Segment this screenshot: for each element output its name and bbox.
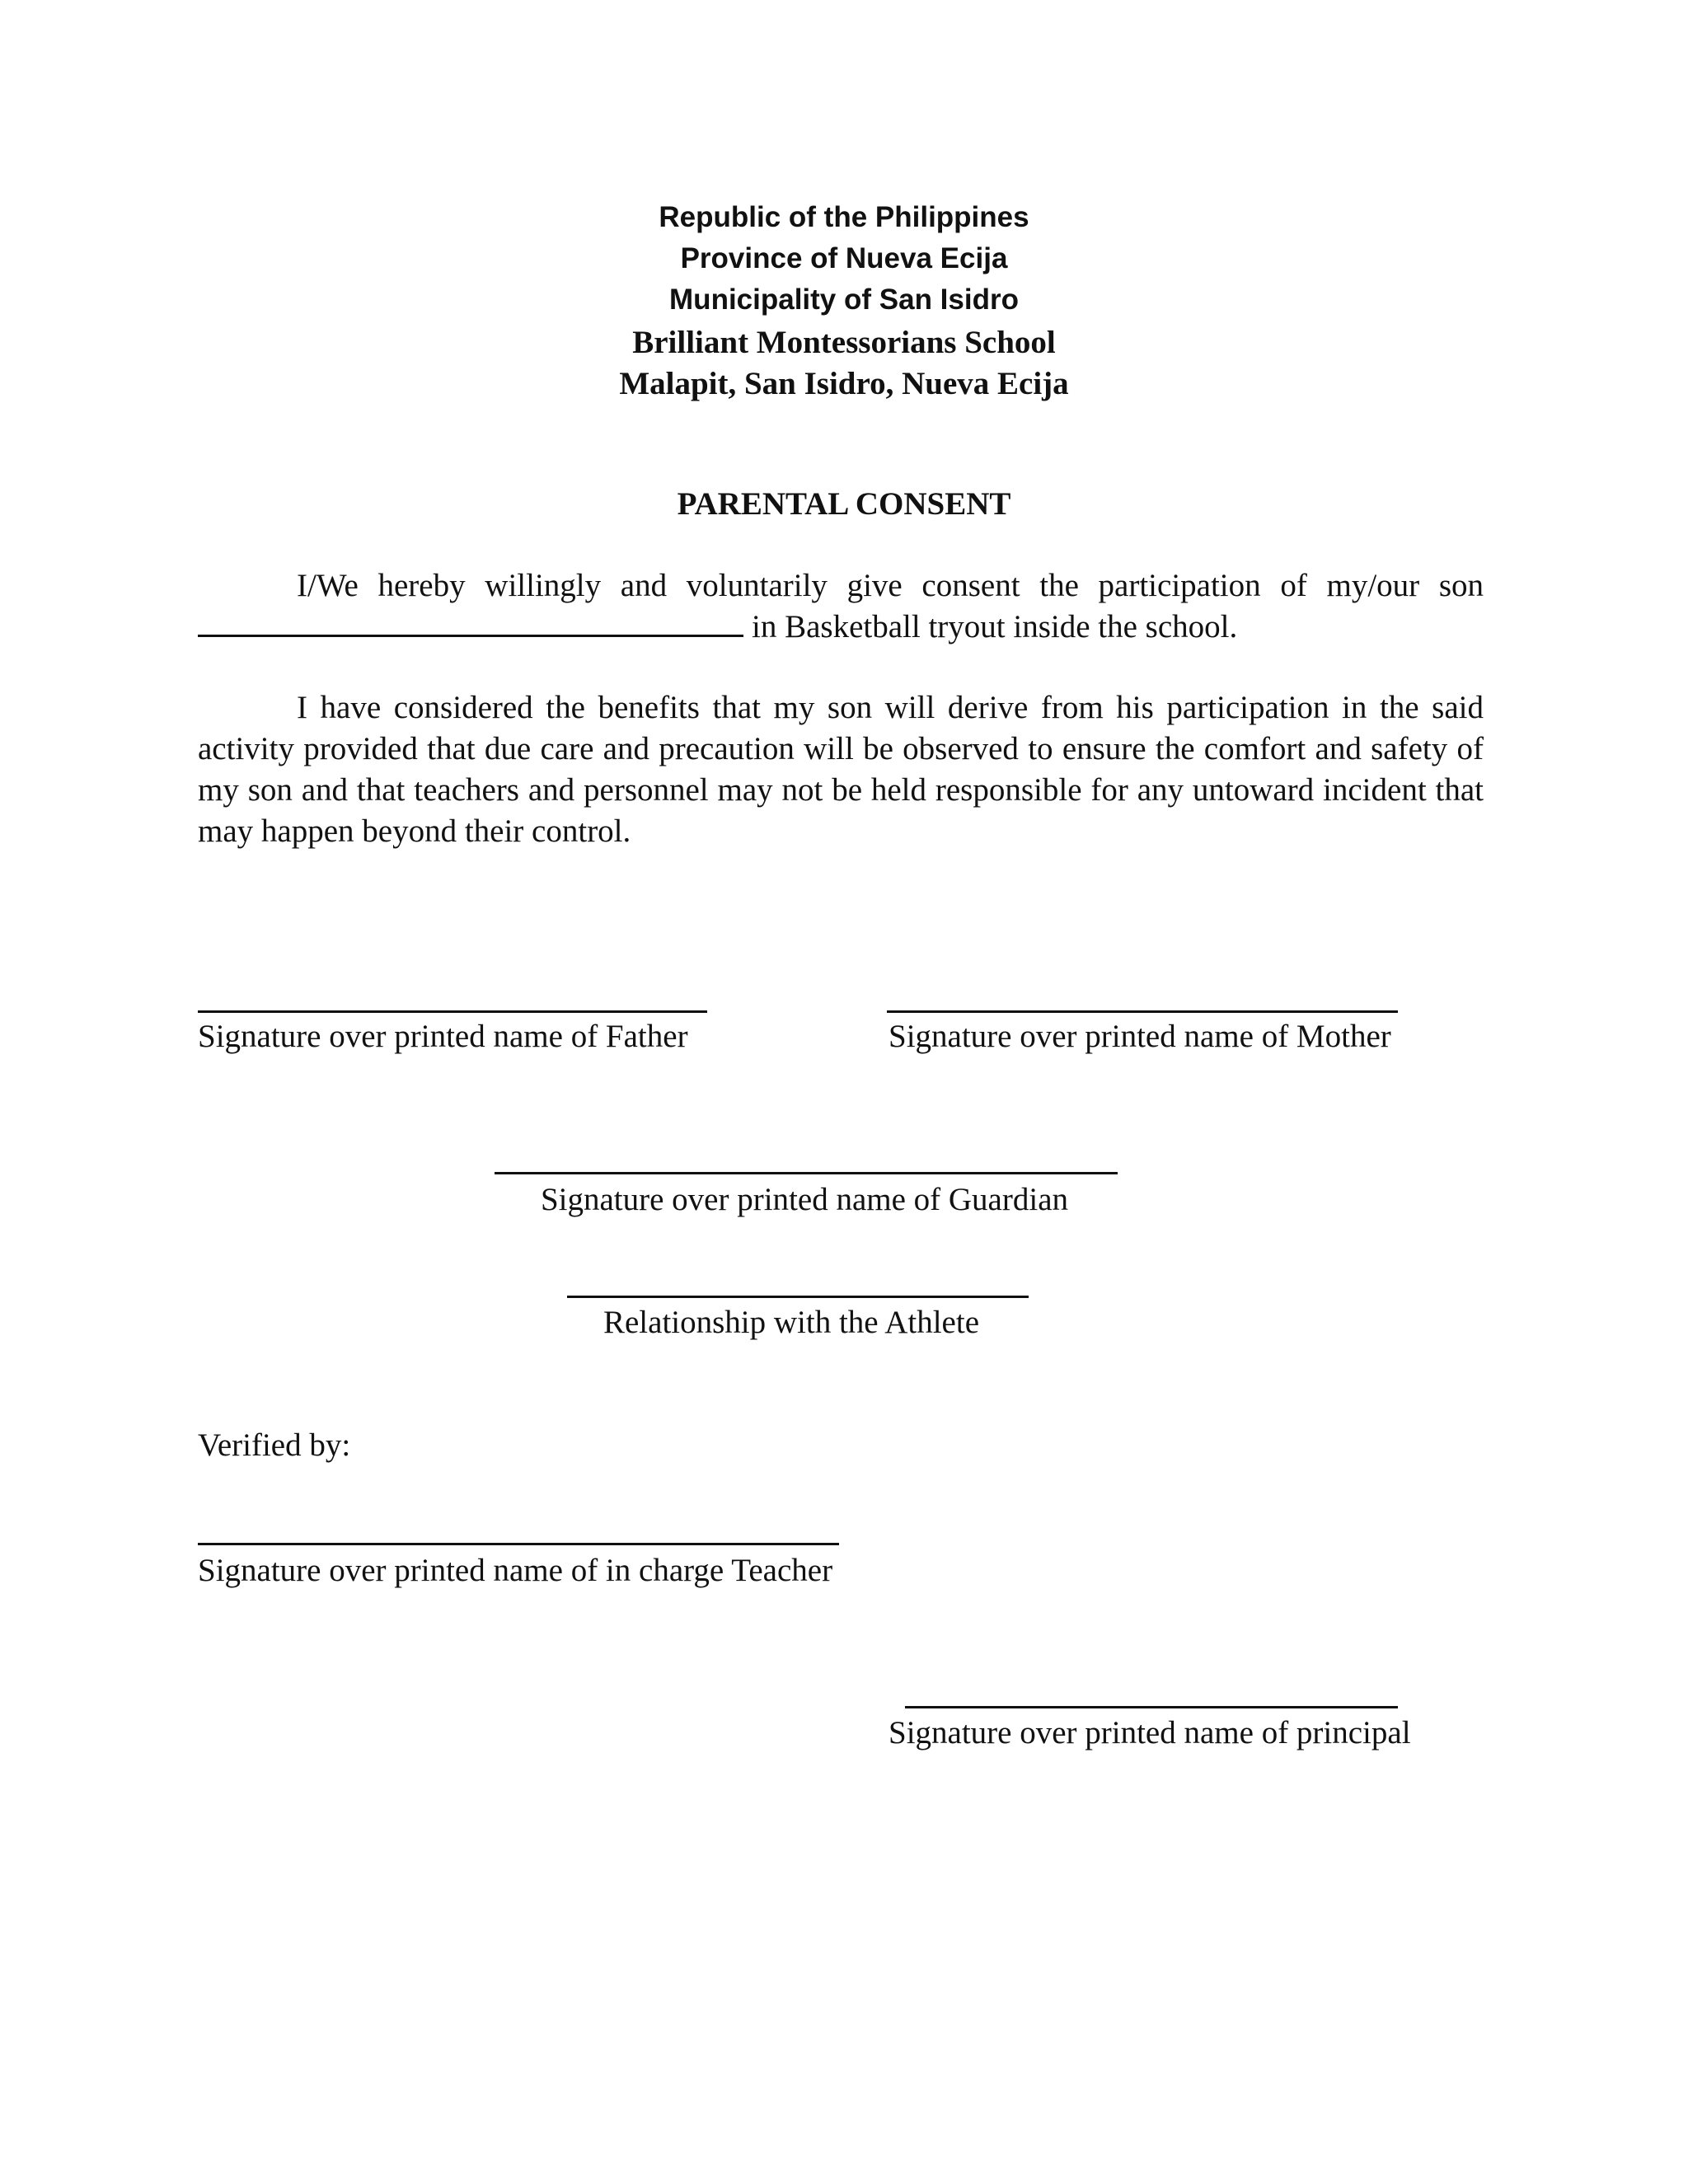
guardian-signature-line[interactable] bbox=[495, 1172, 1118, 1174]
document-title: PARENTAL CONSENT bbox=[677, 486, 1011, 522]
header-school-name: Brilliant Montessorians School bbox=[632, 325, 1056, 360]
consent-tail-text: in Basketball tryout inside the school. bbox=[752, 609, 1238, 644]
benefits-paragraph bbox=[198, 687, 1484, 852]
father-signature-label: Signature over printed name of Father bbox=[198, 1019, 688, 1054]
teacher-signature-line[interactable] bbox=[198, 1543, 839, 1545]
header-province: Province of Nueva Ecija bbox=[680, 242, 1008, 274]
teacher-signature-label: Signature over printed name of in charge Teacher bbox=[198, 1553, 833, 1588]
principal-signature-line[interactable] bbox=[905, 1706, 1398, 1708]
benefits-text: I have considered the benefits that my son will derive from his participation in the said activity provided that due care and precaution will be observed to ensure the comfort and safety of my son and that teachers and personnel may not be held responsible for any untoward incident that may happen beyond their control. bbox=[198, 690, 1484, 849]
relationship-line[interactable] bbox=[567, 1296, 1029, 1298]
guardian-signature-label: Signature over printed name of Guardian bbox=[540, 1182, 1069, 1217]
header-municipality: Municipality of San Isidro bbox=[669, 284, 1019, 316]
son-name-blank[interactable] bbox=[198, 607, 743, 637]
mother-signature-line[interactable] bbox=[887, 1010, 1398, 1013]
mother-signature-label: Signature over printed name of Mother bbox=[889, 1019, 1391, 1054]
consent-second-line bbox=[198, 607, 1484, 648]
header-school-address: Malapit, San Isidro, Nueva Ecija bbox=[619, 366, 1069, 401]
consent-lead-text: I/We hereby willingly and voluntarily give consent the participation of my/our son bbox=[297, 568, 1484, 603]
header-republic: Republic of the Philippines bbox=[659, 201, 1029, 233]
verified-by-label: Verified by: bbox=[198, 1427, 351, 1463]
relationship-label: Relationship with the Athlete bbox=[603, 1305, 980, 1340]
consent-paragraph bbox=[198, 565, 1484, 607]
father-signature-line[interactable] bbox=[198, 1010, 707, 1013]
principal-signature-label: Signature over printed name of principal bbox=[889, 1715, 1411, 1750]
